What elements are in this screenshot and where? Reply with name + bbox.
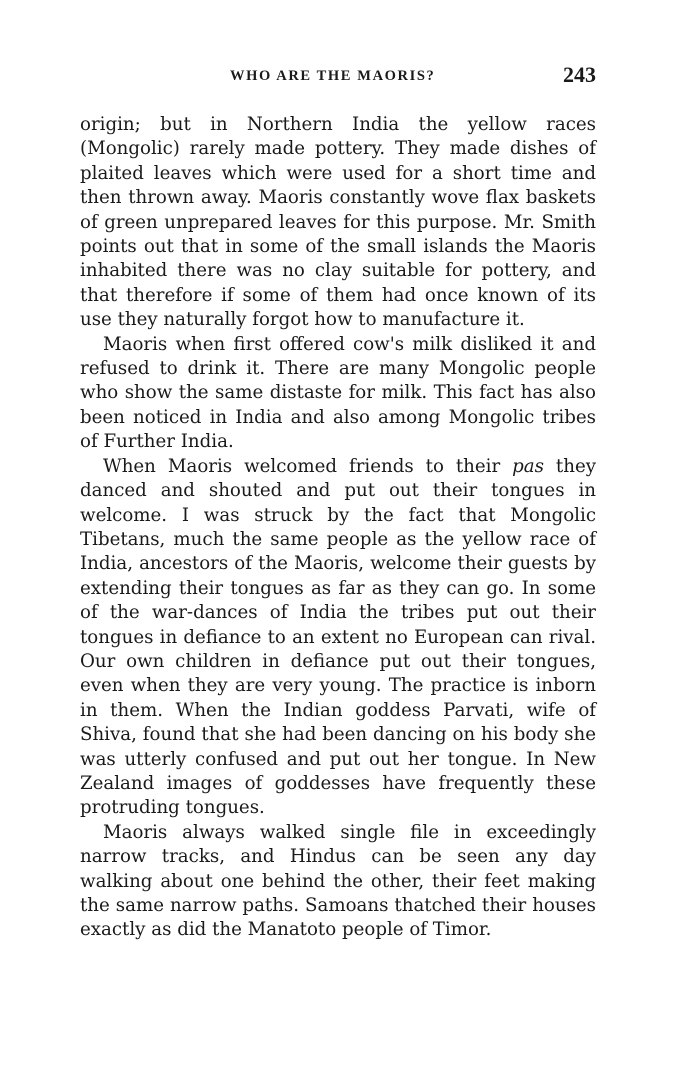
- body-text: [80, 113, 596, 943]
- page-number: 243: [563, 62, 596, 87]
- paragraph-tongues-rest: they danced and shouted and put out their tongues in welcome. I was struck by the fact that Mongolic Tibetans, much the same people as the yellow race of India, ancestors of the Maoris, welcome their guests by extending their tongues as far as they can go. In some of the war-dances of India the tribes put out their tongues in defiance to an extent no European can rival. Our own children in defiance put out their tongues, even when they are very young. The practice is inborn in them. When the Indian goddess Parvati, wife of Shiva, found that she had been dancing on his body she was utterly confused and put out her tongue. In New Zealand images of goddesses have frequently these protruding tongues.: [80, 455, 596, 819]
- italic-term-pas: pas: [512, 455, 544, 477]
- paragraph-tongues-start: When Maoris welcomed friends to their: [103, 455, 513, 477]
- paragraph-tongues: [80, 455, 596, 821]
- paragraph-milk: Maoris when first offered cow's milk disliked it and refused to drink it. There are many Mongolic people who show the same distaste for milk. This fact has also been noticed in India and also among Mongolic tribes of Further India.: [80, 333, 596, 453]
- running-title: WHO ARE THE MAORIS?: [230, 68, 436, 84]
- running-head: [80, 62, 600, 92]
- paragraph-single-file: Maoris always walked single file in exceedingly narrow tracks, and Hindus can be seen any day walking about one behind the other, their feet making the same narrow paths. Samoans thatched their houses exactly as did the Manatoto people of Timor.: [80, 821, 596, 941]
- paragraph-continued: origin; but in Northern India the yellow races (Mongolic) rarely made pottery. They made dishes of plaited leaves which were used for a short time and then thrown away. Maoris constantly wove flax baskets of green unprepared leaves for this purpose. Mr. Smith points out that in some of the small islands the Maoris inhabited there was no clay suitable for pottery, and that therefore if some of them had once known of its use they naturally forgot how to manufacture it.: [80, 114, 596, 331]
